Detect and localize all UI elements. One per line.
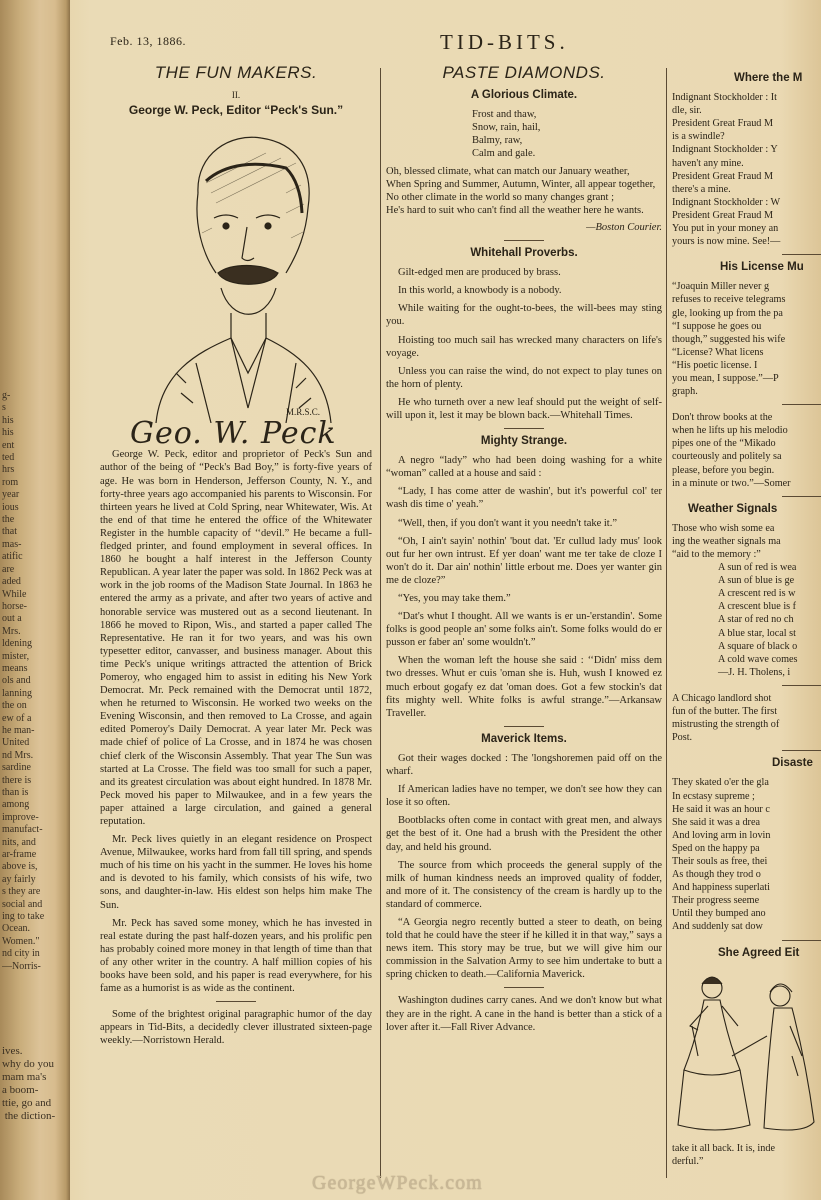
poem-stanza [672, 776, 821, 933]
gutter-line: that [2, 526, 17, 538]
text-line: You put in your money an [672, 223, 779, 235]
section-body [386, 266, 662, 422]
poem-line: And loving arm in lovin [672, 829, 771, 841]
text-line: there's a mine. [672, 183, 731, 195]
section-numeral: II. [231, 90, 241, 101]
issue-date: Feb. 13, 1886. [110, 34, 186, 48]
divider [504, 987, 544, 988]
gutter-line: Women." [2, 935, 40, 947]
paragraph: Got their wages docked : The 'longshoremen paid off on the wharf. [386, 752, 662, 778]
poem-line: As though they trod o [672, 869, 761, 881]
gutter-text [2, 390, 58, 973]
poem-line: Oh, blessed climate, what can match our January weather, [386, 165, 630, 177]
gutter-line: ent [2, 439, 15, 451]
gutter-line: there is [2, 774, 32, 786]
poem-stanza [386, 165, 662, 217]
text-line: you mean, I suppose.”—P [672, 372, 779, 384]
poem-line: —J. H. Tholens, i [718, 666, 791, 678]
column-paste-diamonds [386, 62, 662, 1039]
column-title: PASTE DIAMONDS. [442, 63, 606, 82]
text-line: fun of the butter. The first [672, 706, 778, 718]
gutter-line: sardine [2, 762, 31, 774]
gutter-line: nits, and [2, 836, 36, 848]
gutter-line: a boom- [2, 1084, 39, 1096]
text-line: when he lifts up his melodio [672, 425, 788, 437]
gutter-line: ing to take [2, 911, 45, 923]
paragraph: When the woman left the house she said : ‘‘Didn' miss dem two dresses. Whut er cuis 'oman she is. Huh, wush I knowed ez much erbout gogafy ez dat 'oman does. Got a few stockin's dat fits mighty well. White folks is awful strange.”—Arkansaw Traveller. [386, 655, 662, 719]
divider [216, 1001, 256, 1002]
divider [782, 685, 821, 686]
section-title-agreed: She Agreed Eit [718, 946, 800, 959]
gutter-line: lanning [2, 687, 32, 699]
column-cut-off [672, 66, 821, 1196]
poem-line: A sun of red is wea [718, 562, 797, 574]
text-line: Indignant Stockholder : Y [672, 144, 778, 156]
paragraph: “Yes, you may take them.” [398, 593, 511, 604]
poem-line: A square of black o [718, 640, 798, 652]
section-title-where: Where the M [734, 72, 803, 84]
gutter-line: why do you [2, 1058, 54, 1070]
paragraph: Bootblacks often come in contact with great men, and always get the best of it. One had a brush with the President the other day, and held his ground. [386, 815, 662, 853]
column-rule [380, 68, 381, 1178]
poem-line: And happiness superlati [672, 882, 770, 894]
gutter-line: ttie, go and [2, 1097, 52, 1109]
section-body [672, 280, 821, 398]
gutter-text-bottom [2, 1045, 62, 1123]
poem-line: Frost and thaw, [472, 109, 537, 121]
poem-line: A crescent red is w [718, 588, 796, 600]
text-line: mistrusting the strength of [672, 719, 780, 731]
text-line: gle, looking up from the pa [672, 307, 783, 319]
gutter-line: improve- [2, 811, 39, 823]
divider [782, 254, 821, 255]
poem-line: Snow, rain, hail, [472, 122, 541, 134]
text-line: “License? What licens [672, 346, 764, 358]
gutter-line: —Norris- [2, 960, 41, 972]
paragraph: “Dat's whut I thought. All we wants is er un-'erstandin'. Some folks is good people an' some folks ain't. Some folks would do er pusson er faber an' some wouldn't.” [386, 611, 662, 649]
masthead-title: TID-BITS. [440, 30, 569, 54]
section-title-climate: A Glorious Climate. [470, 89, 578, 102]
gutter-line: the on [2, 700, 27, 712]
section-title-license: His License Mu [720, 261, 804, 274]
gutter-line: mister, [2, 650, 30, 662]
left-gutter-page-edge [0, 0, 70, 1200]
gutter-line: ted [2, 452, 15, 464]
gutter-line: s [2, 402, 6, 414]
divider [782, 496, 821, 497]
gutter-line: social and [2, 898, 43, 910]
text-line: Indignant Stockholder : W [672, 196, 781, 208]
poem-line: A crescent blue is f [718, 601, 797, 613]
section-body [386, 454, 662, 720]
paragraph: “Oh, I ain't sayin' nothin' 'bout dat. 'Er cullud lady mus' look out fur her own intrust. Ef yer doan' want me ter take de cloze I won't do it. Dar ain' nothin' little erbout me. Does yer wanter gin me de cloze?” [386, 535, 662, 586]
paragraph: Hoisting too much sail has wrecked many characters on life's voyage. [386, 334, 662, 359]
gutter-line: means [2, 662, 28, 674]
gutter-line: ar-frame [2, 849, 37, 861]
gutter-line: While [2, 588, 27, 600]
article-subtitle: George W. Peck, Editor “Peck's Sun.” [128, 103, 344, 118]
gutter-line: year [2, 489, 20, 501]
cartoon-illustration [672, 966, 821, 1136]
closing-paragraph: Some of the brightest original paragraphic humor of the day appears in Tid-Bits, a decidedly clever illustrated sixteen-page weekly.—Norristown Herald. [100, 1009, 372, 1047]
paragraph: “Well, then, if you don't want it you needn't take it.” [398, 517, 618, 529]
gutter-line: the [2, 514, 15, 526]
gutter-line: rom [2, 476, 19, 488]
paragraph: “Lady, I has come atter de washin', but it's powerful col' ter wash dis time o' yeah.” [386, 486, 662, 511]
poem-line: Their progress seeme [672, 895, 760, 907]
section-body [386, 752, 662, 982]
poem-line: She said it was a drea [672, 816, 760, 828]
section-title-weather: Weather Signals [688, 502, 778, 515]
gutter-line: s they are [2, 886, 41, 898]
section-title-disaster: Disaste [772, 757, 813, 770]
watermark: GeorgeWPeck.com [312, 1172, 483, 1194]
signature: Geo. W. Peck [130, 416, 337, 452]
text-line: Indignant Stockholder : It [672, 92, 777, 104]
gutter-line: manufact- [2, 824, 43, 836]
gutter-line: the diction- [2, 1110, 56, 1122]
text-line: President Great Fraud M [672, 118, 774, 130]
poem-line: They skated o'er the gla [672, 777, 769, 789]
gutter-line: horse- [2, 600, 27, 612]
paragraph: “A Georgia negro recently butted a steer to death, on being told that he could have the steer if he killed it in that way,” says a news item. This story may be true, but we will give him our commission in the Salvation Army to see him undertake to butt a spring chicken to death.—California Maverick. [386, 916, 662, 981]
poem-line: A cold wave comes [718, 653, 798, 665]
gutter-line: out a [2, 613, 22, 625]
gutter-line: his [2, 427, 14, 439]
gutter-line: atific [2, 551, 23, 563]
text-line: “aid to the memory :” [672, 549, 761, 560]
poem-line: And suddenly sat dow [672, 921, 763, 933]
paragraph: In this world, a knowbody is a nobody. [398, 285, 562, 297]
text-line: President Great Fraud M [672, 209, 774, 221]
text-line: graph. [672, 386, 698, 398]
article-body [100, 448, 372, 995]
divider [504, 428, 544, 429]
text-line: pipes one of the “Mikado [672, 438, 776, 450]
gutter-line: nd city in [2, 948, 40, 960]
text-line: haven't any mine. [672, 157, 744, 169]
gutter-line: nd Mrs. [2, 749, 34, 761]
poem-line: Calm and gale. [472, 148, 536, 160]
section-title-proverbs: Whitehall Proverbs. [470, 247, 578, 260]
gutter-line: than is [2, 787, 29, 798]
text-line: Those who wish some ea [672, 522, 775, 534]
column-rule [666, 68, 667, 1178]
poem-line: He's hard to suit who can't find all the weather here he wants. [386, 204, 644, 216]
section-body [672, 411, 821, 490]
gutter-line: g- [2, 390, 11, 401]
text-line: derful.” [672, 1155, 704, 1167]
poem-line: Balmy, raw, [472, 135, 523, 147]
poem-line: No other climate in the world so many changes grant ; [386, 191, 615, 203]
gutter-line: ives. [2, 1045, 23, 1057]
section-body [672, 522, 821, 561]
paragraph: George W. Peck, editor and proprietor of Peck's Sun and author of the being of “Peck's Bad Boy,” is forty-five years of age. He was born in Henderson, Jefferson County, N. Y., and forty-three years ago accompanied his parents to Wisconsin. For thirteen years he lived at Cold Spring, near Whitewater, Wis. At the end of that time he entered the office of the Whitewater Register in the humble capacity of ‘‘devil.” He became a full-fledged printer, and found employment in several offices. In 1860 he bought a half interest in the Jefferson County Republican. A year later the paper was sold. In 1862 Peck was at work in the job rooms of the Madison State Journal. In 1863 he entered the army as a private, and after two years of active and honorable service was mustered out as a second lieutenant. In 1866 he moved to Ripon, Wis., and started a paper called The Representative. He ran it for two years, and was his own typesetter editor, canvasser, and business manager. About this time Peck's unique writings attracted the attention of Brick Pomeroy, who engaged him to assist in editing his New York Democrat. Mr. Peck remained with the Democrat until 1872, when he returned to Wisconsin. He worked two weeks on the Evening Wisconsin, and then removed to La Crosse, and again edited Pomeroy's Daily Democrat. A year later Mr. Peck was made chief of police of La Crosse, and in 1874 he was chosen chief clerk of the Wisconsin Assembly. That year The Sun was started at La Crosse. The field was too small for such a paper, and its greatest circulation was about eight hundred. In 1878 Mr. Peck moved his paper to Milwaukee, and in a few years the paper attained a large circulation, and gained a general reputation. [100, 449, 372, 827]
poem-line: A star of red no ch [718, 614, 794, 626]
text-line: please, before you begin. [672, 464, 775, 476]
divider [782, 940, 821, 941]
column-fun-makers [100, 62, 372, 1053]
text-line: “Joaquin Miller never g [672, 281, 770, 293]
poem-line: A sun of blue is ge [718, 575, 795, 587]
credit: —Boston Courier. [586, 221, 662, 233]
divider [504, 726, 544, 727]
poem-line: Their souls as free, thei [672, 855, 768, 867]
paragraph: Mr. Peck has saved some money, which he has invested in real estate during the past half-dozen years, and his prolific pen has probably coined more money in that length of time than that of any other writer in the country. A half million copies of his books have been sold, and his paper is read everywhere, for his fame as a humorist is as wide as the continent. [100, 917, 372, 995]
divider [782, 750, 821, 751]
gutter-line: his [2, 414, 14, 426]
poem-stanza [472, 108, 662, 160]
text-line: take it all back. It is, inde [672, 1142, 775, 1154]
text-line: yours is now mine. See!— [672, 236, 781, 248]
poem-line: In ecstasy supreme ; [672, 790, 755, 802]
gutter-line: United [2, 737, 30, 749]
gutter-line: above is, [2, 861, 38, 873]
paragraph: A negro “lady” who had been doing washing for a white “woman” called at a house and said : [386, 455, 662, 480]
text-line: “I suppose he goes ou [672, 320, 762, 332]
section-body [672, 692, 821, 744]
gutter-line: he man- [2, 724, 35, 736]
paragraph: Mr. Peck lives quietly in an elegant residence on Prospect Avenue, Milwaukee, works hard from fall till spring, and spends much of his time on his yacht in the summer. He loves his home and is devoted to his family, which consists of his wife, two sons, and daughter-in-law. His eldest son helps him make The Sun. [100, 834, 372, 911]
gutter-line: ay fairly [2, 873, 36, 885]
gutter-line: hrs [2, 464, 15, 476]
gutter-line: Ocean. [2, 923, 31, 935]
gutter-line: ols and [2, 675, 31, 687]
poem-line: When Spring and Summer, Autumn, Winter, all appear together, [386, 178, 656, 190]
text-line: refuses to receive telegrams [672, 294, 786, 306]
gutter-line: aded [2, 576, 21, 588]
closing-paragraph: Washington dudines carry canes. And we don't know but what they are in the right. A cane in the hand is better than a stick of a lover after it.—Fall River Advance. [386, 995, 662, 1033]
text-line: Don't throw books at the [672, 412, 773, 424]
text-line: A Chicago landlord shot [672, 692, 772, 704]
text-line: is a swindle? [672, 131, 725, 143]
gutter-line: Mrs. [2, 625, 21, 637]
text-line: courteously and politely sa [672, 451, 782, 463]
poem-line: He said it was an hour c [672, 803, 770, 815]
poem-line: A blue star, local st [718, 627, 796, 639]
section-body [672, 1142, 821, 1168]
paragraph: If American ladies have no temper, we don't see how they can lose it so often. [386, 784, 662, 809]
text-line: ing the weather signals ma [672, 535, 781, 547]
text-line: in a minute or two.”—Somer [672, 477, 791, 489]
gutter-line: ious [2, 501, 19, 513]
gutter-line: are [2, 563, 15, 575]
text-line: Post. [672, 732, 693, 744]
poem-stanza [718, 561, 821, 679]
poem-line: Until they bumped ano [672, 908, 766, 920]
poem-line: Sped on the happy pa [672, 842, 760, 854]
paragraph: While waiting for the ought-to-bees, the will-bees may sting you. [386, 303, 662, 328]
section-body [672, 91, 821, 248]
paragraph: Gilt-edged men are produced by brass. [398, 267, 561, 279]
gutter-line: ew of a [2, 712, 32, 724]
section-title-maverick: Maverick Items. [481, 732, 567, 745]
engraver-mark: M.R.S.C. [286, 407, 321, 418]
text-line: dle, sir. [672, 105, 702, 117]
gutter-line: mam ma's [2, 1071, 47, 1083]
divider [504, 240, 544, 241]
gutter-line: mas- [2, 538, 22, 550]
paragraph: The source from which proceeds the general supply of the milk of human kindness needs an improved quality of fodder, and more of it. The consistency of the cream is hardly up to the standard of commerce. [386, 859, 662, 910]
text-line: “His poetic license. I [672, 359, 758, 371]
gutter-line: ldening [2, 638, 32, 650]
divider [782, 404, 821, 405]
section-title-strange: Mighty Strange. [480, 435, 568, 448]
column-title: THE FUN MAKERS. [154, 63, 318, 82]
gutter-line: among [2, 799, 30, 811]
paragraph: He who turneth over a new leaf should put the weight of self-will upon it, lest it may be blown back.—Whitehall Times. [386, 396, 662, 421]
portrait-illustration [136, 123, 336, 423]
text-line: President Great Fraud M [672, 170, 774, 182]
paragraph: Unless you can raise the wind, do not expect to play tunes on the horn of plenty. [386, 365, 662, 390]
text-line: though,” suggested his wife [672, 333, 786, 345]
